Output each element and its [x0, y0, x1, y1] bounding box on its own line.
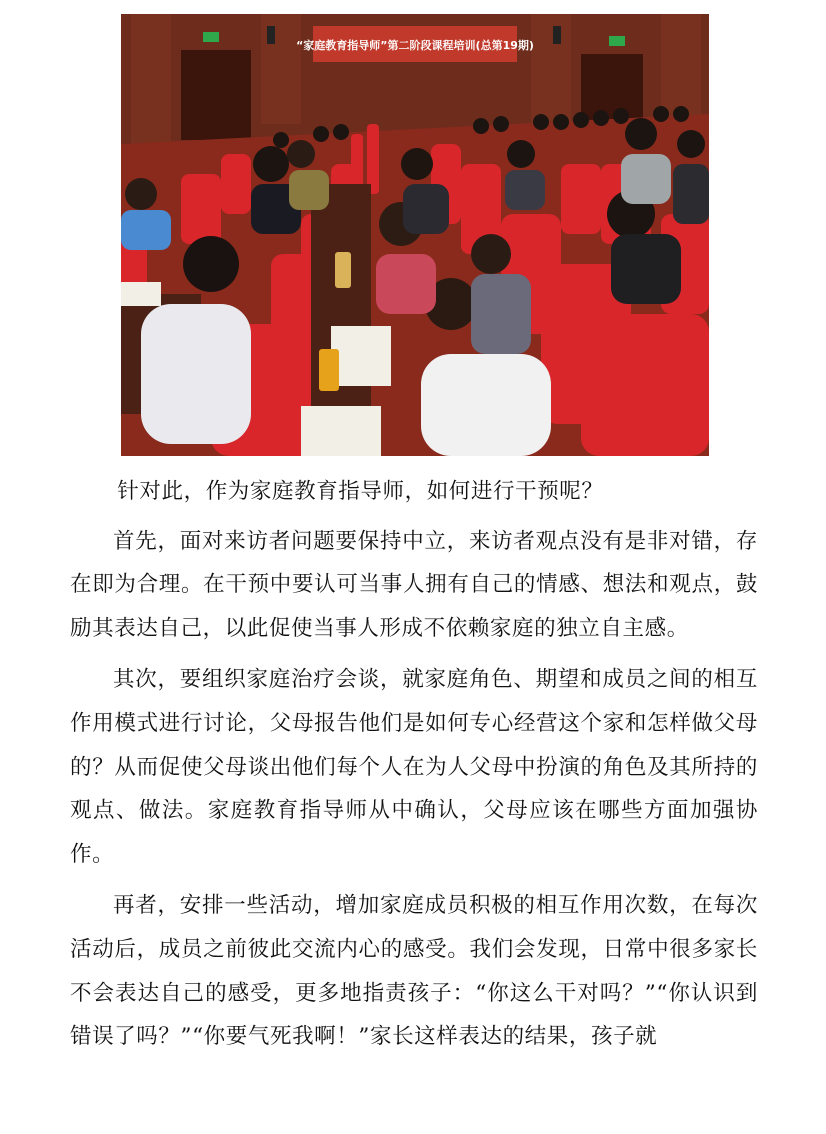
paragraph: 针对此，作为家庭教育指导师，如何进行干预呢？	[117, 479, 604, 504]
banner-text: “家庭教育指导师”第二阶段课程培训(总第19期)	[296, 39, 534, 52]
training-photo	[121, 14, 709, 456]
article-body	[70, 470, 758, 1059]
paragraph: 再者，安排一些活动，增加家庭成员积极的相互作用次数，在每次活动后，成员之前彼此交流内心的感受。我们会发现，日常中很多家长不会表达自己的感受，更多地指责孩子：“你这么干对吗？”“你认识到错误了吗？”“你要气死我啊！”家长这样表达的结果，孩子就	[70, 893, 758, 1050]
paragraph: 其次，要组织家庭治疗会谈，就家庭角色、期望和成员之间的相互作用模式进行讨论，父母报告他们是如何专心经营这个家和怎样做父母的？从而促使父母谈出他们每个人在为人父母中扮演的角色及其所持的观点、做法。家庭教育指导师从中确认，父母应该在哪些方面加强协作。	[70, 667, 758, 867]
paragraph: 首先，面对来访者问题要保持中立，来访者观点没有是非对错，存在即为合理。在干预中要认可当事人拥有自己的情感、想法和观点，鼓励其表达自己，以此促使当事人形成不依赖家庭的独立自主感。	[70, 528, 758, 641]
